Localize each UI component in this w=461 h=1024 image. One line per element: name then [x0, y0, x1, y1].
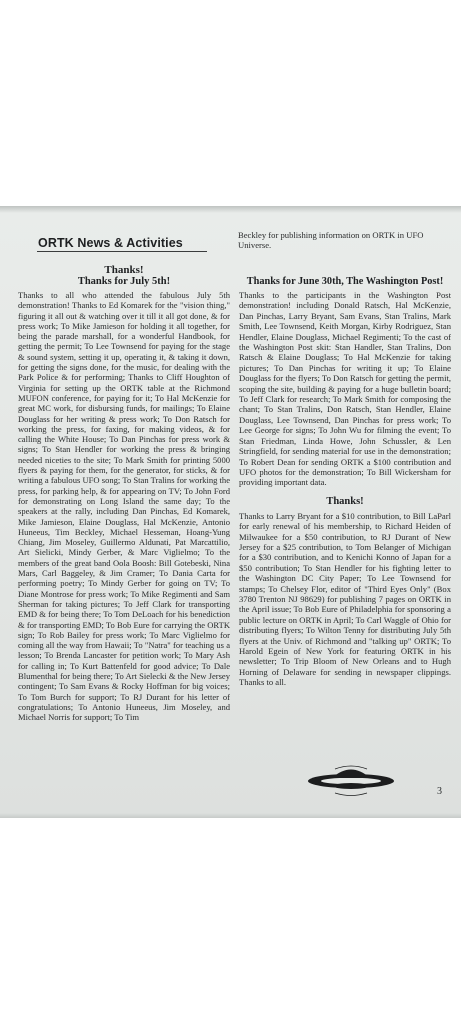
- washington-post-heading: Thanks for June 30th, The Washington Post!: [246, 276, 444, 287]
- right-column-intro: Beckley for publishing information on ORTK in UFO Universe.: [238, 230, 424, 251]
- washington-post-body: Thanks to the participants in the Washington Post demonstration! including Donald Ratsch, Hal McKenzie, Dan Pinchas, Larry Bryant, Sam Evans, Stan Tralins, Mark Smith, Lee Townsend, Keith Morgan, Kirby Rodriguez, Stan Hendler, Elaine Douglass, Michael Regimenti; To the cast of the Washington Post skit: Stan Handler, Stan Tralins, Don Ratsch & Elaine Douglass; To Hal McKenzie for taking pictures; To Dan Pinchas for writing it up; To Elaine Douglass for the flyers; To Don Ratsch for getting the permit, scoping the site, building & paying for a huge bulletin board; To Jeff Clark for research; To Mark Smith for composing the chant; To Stan Tralins, Don Ratsch, Stan Hendler, Elaine Douglass, Lee Townsend, Dan Pinchas for press work; To Lee George for signs; To John Wu for filming the event; To Stan Friedman, Linda Howe, John Schussler, & Len Stringfield, for sending material for use in the demonstration; To Robert Dean for sending ORTK a $100 contribution and UFO photos for the demonstration; To Bill Wickersham for providing important data.: [239, 290, 451, 488]
- section-header: ORTK News & Activities: [38, 236, 183, 250]
- page-edge-shadow: [0, 206, 461, 213]
- left-column: [18, 264, 230, 722]
- newsletter-page: [0, 206, 461, 818]
- right-column: [239, 268, 451, 688]
- left-body-text: Thanks to all who attended the fabulous July 5th demonstration! Thanks to Ed Komarek for the "vision thing," figuring it all out & watching over it till it all got done, & for press work; To Mike Jamieson for holding it all together, for being the parade marshall, for a wonderful Handbook, for getting the permit; To Lee Townsend for paying for the stage & sound system, setting it up, operating it, & taking it down, for getting the signs done, for the music, for dealing with the Park Police & for performing; Thanks to Cliff Houghton of Virginia for setting up the ORTK table at the Richmond MUFON conference, for paying for it; To Hal McKenzie for great MC work, for disbursing funds, for mailings; To Elaine Douglass for her writing & press work; To Don Ratsch for working the press, for faxing, for making videos, & for calling the White House; To Dan Pinchas for press work & signs; To Stan Hendler for working the press & bringing needed niceties to the site; To Mark Smith for printing 5000 flyers & paying for them, for the generator, for sticks, & for writing a fabulous UFO song; To Stan Tralins for working the press, for parking help, & for appearing on TV; To John Ford for demonstrating on Long Island the same day; To the speakers at the rally, including Dan Pinchas, Ed Komarek, Mike Jamieson, Elaine Douglass, Hal McKenzie, Antonio Huneeus, Tim Beckley, Michael Hesseman, Hoang-Yung Chiang, Jim Moseley, Guillermo Aldunati, Pat Marcattilio, Art Sielicki, Mindy Gerber, & Marc Viglielmo; To the members of the great band Oola Boosh: Bill Gotebeski, Nina Mars, Carl Baggeley, & Jim Cramer; To Dania Carta for performing poetry; To Mindy Gerber for going on TV; To Diane Montrose for press work; To Mike Regimenti and Sam Sherman for taking pictures; To Jeff Clark for transporting EMD & for being there; To Tom DeLoach for his benediction & for transporting EMD; To Bob Eure for carrying the ORTK sign; To Rob Bailey for press work; To Marc Viglielmo for coming all the way from Hawaii; To "Natra" for teaching us a lesson; To Brenda Lancaster for petition work; To Mary Ash for calling in; To Kurt Battenfeld for good advice; To Dale Blumenthal for being there; To Art Sielecki & the New Jersey contingent; To Sam Evans & Rocky Hoffman for big voices; To Tom Burch for support; To RJ Durant for his letter of congratulations; To Antonio Huneeus, Jim Moseley, and Michael Norris for support; To Tim: [18, 290, 230, 723]
- photo-background-top: [0, 0, 461, 206]
- header-underline: [37, 251, 207, 252]
- left-heading: Thanks!: [104, 264, 144, 276]
- thanks-body: Thanks to Larry Bryant for a $10 contribution, to Bill LaParl for early renewal of his membership, to Richard Heiden of Milwaukee for a $50 contribution, to RJ Durant of New Jersey for a $25 contribution, to Tom Belanger of Michigan for a $30 contribution, and to Kenichi Konno of Japan for a $50 contribution; To Stan Hendler for his fighting letter to the Washington DC City Paper; To Lee Townsend for stamps; To Chelsey Flor, editor of "Third Eyes Only" (Box 3780 Trenton NJ 98629) for publishing 7 pages on ORTK in the April issue; To Bob Eure of Philadelphia for sponsoring a public lecture on ORTK in April; To Carl Waggle of Ohio for distributing flyers; To Wilton Tenny for distributing July 5th flyers at the Univ. of Richmond and "talking up" ORTK; To Harold Egein of New York for featuring ORTK in his newsletter; To Trip Bloom of New Orleans and to Hugh Horning of Delaware for sending in newspaper clippings. Thanks to all.: [239, 510, 451, 688]
- thanks-heading: Thanks!: [326, 495, 364, 507]
- ufo-saucer-logo-icon: [305, 759, 397, 799]
- photo-background-bottom: [0, 818, 461, 1024]
- page-number: 3: [437, 786, 442, 797]
- left-subheading: Thanks for July 5th!: [77, 276, 171, 287]
